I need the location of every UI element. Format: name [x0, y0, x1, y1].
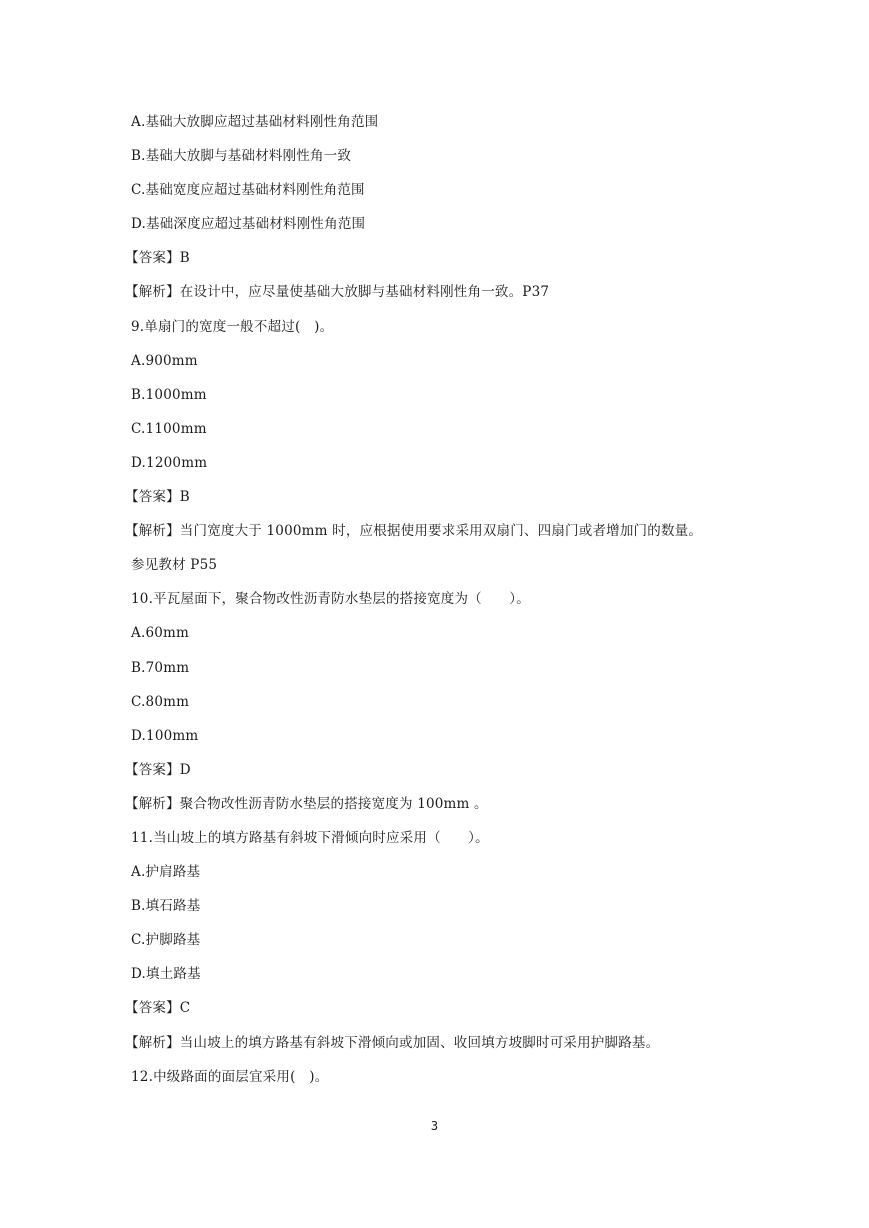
option-line: B.基础大放脚与基础材料刚性角一致	[131, 148, 352, 165]
option-line: D.基础深度应超过基础材料刚性角范围	[131, 216, 366, 233]
answer-line: 【答案】C	[125, 1000, 191, 1017]
explanation-line: 【解析】当山坡上的填方路基有斜坡下滑倾向或加固、收回填方坡脚时可采用护脚路基。	[125, 1034, 660, 1051]
option-line: B.70mm	[131, 659, 190, 676]
question-line: 12.中级路面的面层宜采用( )。	[131, 1068, 329, 1085]
question-line: 11.当山坡上的填方路基有斜坡下滑倾向时应采用（ ）。	[131, 829, 489, 846]
explanation-line: 【解析】在设计中，应尽量使基础大放脚与基础材料刚性角一致。P37	[125, 284, 550, 301]
option-line: A.基础大放脚应超过基础材料刚性角范围	[131, 114, 379, 130]
option-line: B.填石路基	[131, 898, 201, 915]
page-number: 3	[430, 1119, 439, 1133]
question-line: 10.平瓦屋面下，聚合物改性沥青防水垫层的搭接宽度为（ ）。	[131, 591, 530, 608]
option-line: A.护肩路基	[131, 864, 201, 881]
answer-line: 【答案】D	[125, 761, 191, 778]
option-line: A.60mm	[131, 625, 190, 642]
option-line: C.1100mm	[131, 420, 207, 437]
explanation-line: 【解析】当门宽度大于 1000mm 时，应根据使用要求采用双扇门、四扇门或者增加门的数量。	[125, 523, 703, 540]
answer-line: 【答案】B	[125, 250, 190, 267]
option-line: C.80mm	[131, 693, 190, 710]
option-line: B.1000mm	[131, 386, 207, 403]
option-line: C.护脚路基	[131, 932, 201, 949]
explanation-line: 【解析】聚合物改性沥青防水垫层的搭接宽度为 100mm 。	[125, 795, 488, 812]
option-line: D.1200mm	[131, 454, 208, 471]
answer-line: 【答案】B	[125, 489, 190, 506]
reference-line: 参见教材 P55	[131, 557, 218, 574]
question-line: 9.单扇门的宽度一般不超过( )。	[131, 318, 334, 335]
option-line: A.900mm	[131, 352, 198, 369]
option-line: D.填土路基	[131, 966, 201, 983]
option-line: C.基础宽度应超过基础材料刚性角范围	[131, 182, 365, 199]
page-content	[125, 110, 771, 1099]
option-line: D.100mm	[131, 727, 199, 744]
